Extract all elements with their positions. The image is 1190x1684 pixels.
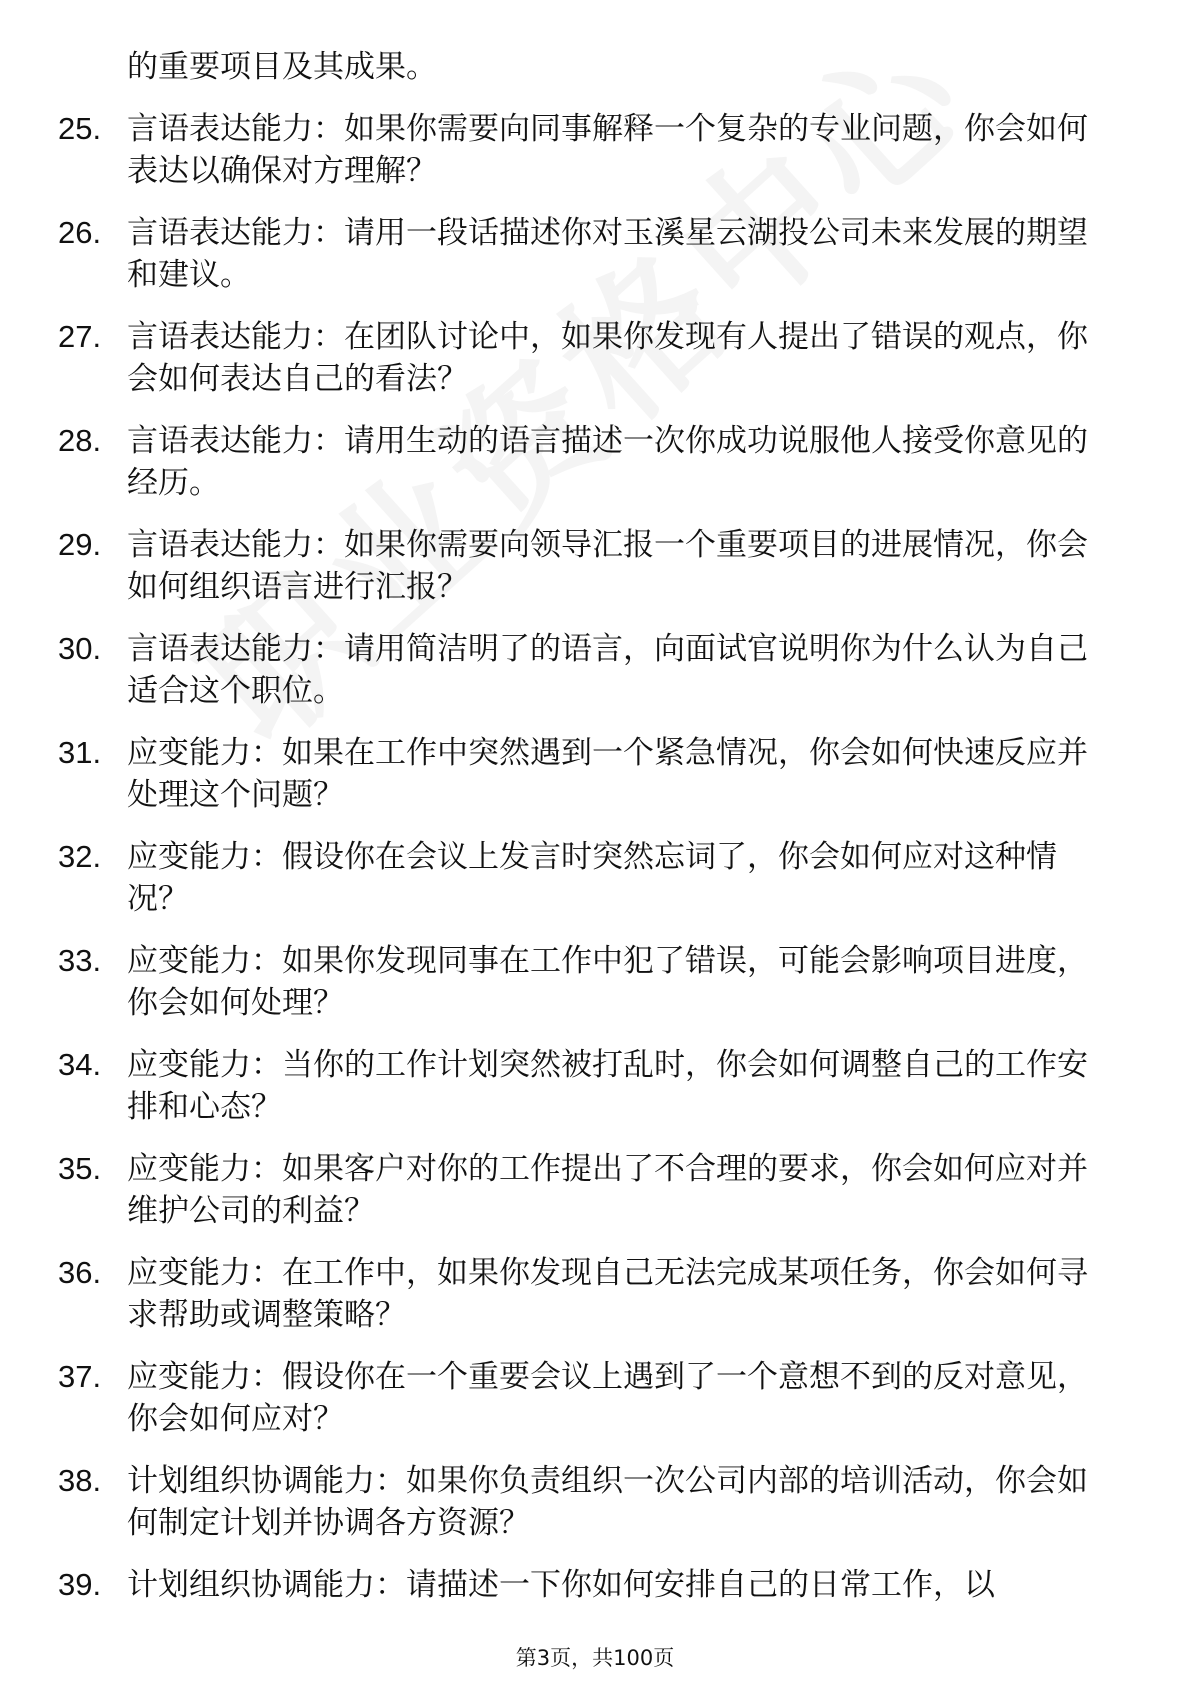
item-number: 36. [58, 1255, 102, 1290]
item-text: 言语表达能力：如果你需要向同事解释一个复杂的专业问题，你会如何表达以确保对方理解？ [127, 111, 1088, 189]
item-text: 应变能力：如果客户对你的工作提出了不合理的要求，你会如何应对并维护公司的利益？ [127, 1151, 1088, 1229]
item-number: 33. [58, 943, 102, 978]
list-item [0, 420, 1107, 504]
list-item [0, 628, 1107, 712]
item-number: 34. [58, 1047, 102, 1082]
item-number: 26. [58, 215, 102, 250]
list-item [0, 836, 1107, 920]
list-item [0, 316, 1107, 400]
continuation-text: 的重要项目及其成果。 [127, 49, 437, 85]
item-text: 计划组织协调能力：请描述一下你如何安排自己的日常工作，以 [127, 1567, 995, 1603]
list-item [0, 1148, 1107, 1232]
item-number: 35. [58, 1151, 102, 1186]
list-item [0, 212, 1107, 296]
list-item [0, 524, 1107, 608]
item-text: 应变能力：如果你发现同事在工作中犯了错误，可能会影响项目进度，你会如何处理？ [127, 943, 1088, 1021]
item-number: 37. [58, 1359, 102, 1394]
item-text: 言语表达能力：如果你需要向领导汇报一个重要项目的进展情况，你会如何组织语言进行汇报？ [127, 527, 1088, 605]
list-item [0, 940, 1107, 1024]
list-item [0, 1252, 1107, 1336]
item-text: 应变能力：假设你在一个重要会议上遇到了一个意想不到的反对意见，你会如何应对？ [127, 1359, 1088, 1437]
item-number: 27. [58, 319, 102, 354]
item-text: 言语表达能力：在团队讨论中，如果你发现有人提出了错误的观点，你会如何表达自己的看法？ [127, 319, 1088, 397]
item-number: 38. [58, 1463, 102, 1498]
list-item [0, 1460, 1107, 1544]
item-text: 应变能力：在工作中，如果你发现自己无法完成某项任务，你会如何寻求帮助或调整策略？ [127, 1255, 1088, 1333]
item-number: 30. [58, 631, 102, 666]
item-number: 39. [58, 1567, 102, 1602]
list-item [0, 732, 1107, 816]
page-footer: 第3页，共100页 [515, 1646, 675, 1670]
list-item [0, 108, 1107, 192]
item-text: 言语表达能力：请用一段话描述你对玉溪星云湖投公司未来发展的期望和建议。 [127, 215, 1088, 293]
item-number: 29. [58, 527, 102, 562]
question-list [0, 46, 1190, 1626]
item-text: 应变能力：假设你在会议上发言时突然忘词了，你会如何应对这种情况？ [127, 839, 1057, 917]
list-item [0, 1044, 1107, 1128]
item-text: 言语表达能力：请用简洁明了的语言，向面试官说明你为什么认为自己适合这个职位。 [127, 631, 1088, 709]
item-text: 应变能力：当你的工作计划突然被打乱时，你会如何调整自己的工作安排和心态？ [127, 1047, 1088, 1125]
list-item [0, 1564, 1107, 1606]
item-text: 应变能力：如果在工作中突然遇到一个紧急情况，你会如何快速反应并处理这个问题？ [127, 735, 1088, 813]
item-number: 25. [58, 111, 102, 146]
item-text: 言语表达能力：请用生动的语言描述一次你成功说服他人接受你意见的经历。 [127, 423, 1088, 501]
item-number: 32. [58, 839, 102, 874]
item-text: 计划组织协调能力：如果你负责组织一次公司内部的培训活动，你会如何制定计划并协调各方资源？ [127, 1463, 1088, 1541]
item-number: 28. [58, 423, 102, 458]
list-item [0, 1356, 1107, 1440]
item-number: 31. [58, 735, 102, 770]
